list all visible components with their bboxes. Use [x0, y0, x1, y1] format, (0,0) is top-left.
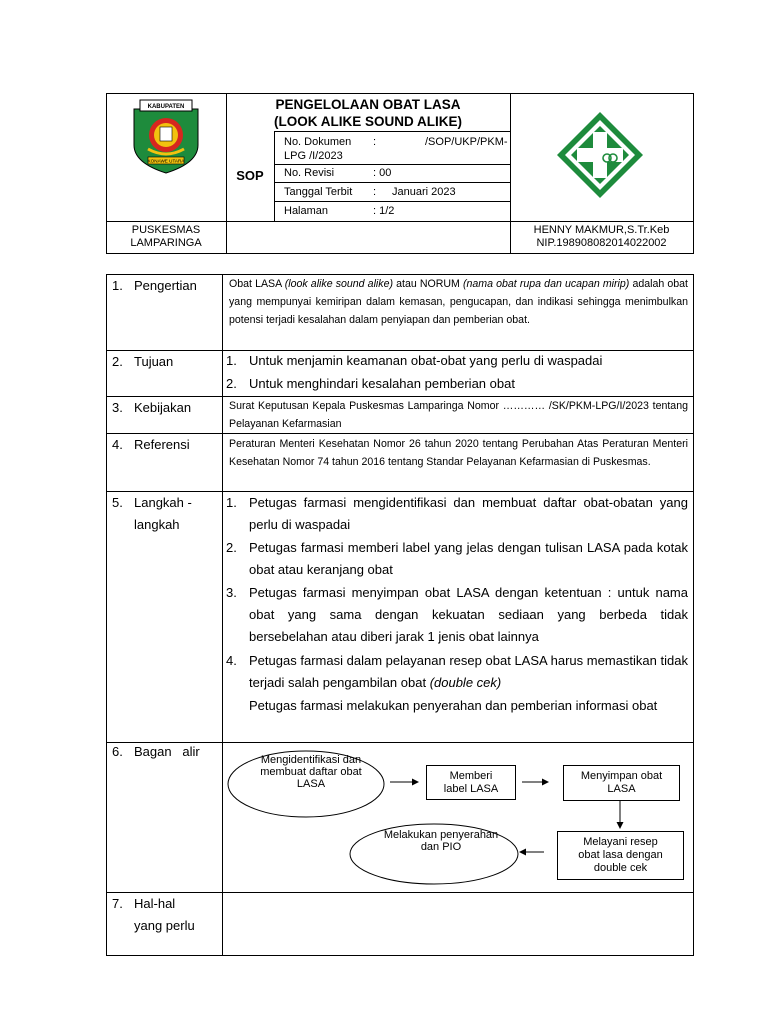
logo-ribbon-text: KONAWE UTARA	[147, 158, 185, 164]
kebijakan-text: Surat Keputusan Kepala Puskesmas Lamparinga Nomor ………… /SK/PKM-LPG/I/2023 tentang Pelayanan Kefarmasian	[229, 400, 688, 430]
revision-value: : 00	[373, 167, 392, 179]
flow-step-5-text	[366, 829, 516, 853]
sop-label: SOP	[236, 168, 264, 183]
langkah-item-3: Petugas farmasi menyimpan obat LASA dengan ketentuan : untuk nama obat yang sama dengan kekuatan sediaan yang berbeda tidak bersebelahan atau diberi jarak 1 jenis obat lainnya	[249, 585, 688, 644]
referensi-text: Peraturan Menteri Kesehatan Nomor 26 tahun 2020 tentang Perubahan Atas Peraturan Menteri Kesehatan Nomor 74 tahun 2016 tentang Standar Pelayanan Kefarmasian di Puskesmas.	[229, 438, 688, 468]
section-number-4: 4.	[112, 437, 123, 452]
pengertian-text-5: adalah obat yang mempunyai kemiripan dalam kemasan, pengucapan, dan indikasi sehingga menimbulkan potensi terjadi kesalahan dalam penyiapan dan pemberian obat.	[229, 278, 689, 326]
flow-step-1-line-1: Mengidentifikasi dan	[260, 754, 362, 766]
doc-no-label: No. Dokumen	[284, 136, 352, 148]
flow-step-4-line-1: Melayani resep	[583, 836, 658, 848]
page-label: Halaman	[284, 205, 329, 217]
section-label-kebijakan: Kebijakan	[134, 400, 192, 415]
section-number-7: 7.	[112, 896, 123, 911]
section-label-referensi: Referensi	[134, 437, 190, 452]
doc-no-value-2: LPG /I/2023	[284, 150, 343, 162]
pengertian-text	[229, 275, 688, 329]
section-label-tujuan: Tujuan	[134, 354, 174, 369]
flow-step-1-line-3: LASA	[296, 778, 326, 790]
puskesmas-logo	[555, 110, 645, 200]
langkah-item-4-num: 4.	[226, 653, 237, 668]
tujuan-item-1-num: 1.	[226, 353, 237, 368]
flow-step-3	[563, 765, 680, 801]
section-number-6: 6.	[112, 744, 123, 759]
pengertian-text-3: atau NORUM	[393, 278, 463, 290]
flow-step-1-line-2: membuat daftar obat	[260, 766, 362, 778]
section-number-1: 1.	[112, 278, 123, 293]
langkah-extra: Petugas farmasi melakukan penyerahan dan pemberian informasi obat	[249, 698, 658, 713]
doc-no-colon: :	[373, 136, 377, 148]
flow-step-4-line-3: double cek	[593, 862, 648, 874]
section-label-pengertian: Pengertian	[134, 278, 197, 293]
section-number-5: 5.	[112, 495, 123, 510]
pengertian-text-2: (look alike sound alike)	[284, 278, 393, 290]
org-line-1: PUSKESMAS	[131, 224, 201, 236]
signer-block	[510, 224, 693, 250]
tujuan-item-2-num: 2.	[226, 376, 237, 391]
signer-name: HENNY MAKMUR,S.Tr.Keb	[533, 224, 670, 236]
flow-step-2-line-1: Memberi	[449, 769, 493, 782]
title-line-2: (LOOK ALIKE SOUND ALIKE)	[274, 114, 462, 129]
section-number-3: 3.	[112, 400, 123, 415]
doc-no-value: /SOP/UKP/PKM-	[425, 136, 508, 148]
flow-step-1-text	[246, 754, 376, 790]
regency-logo	[126, 97, 206, 177]
page-value: : 1/2	[373, 205, 395, 217]
tujuan-item-1: Untuk menjamin keamanan obat-obat yang perlu di waspadai	[249, 353, 603, 368]
organization-name	[106, 224, 226, 250]
org-line-2: LAMPARINGA	[130, 237, 202, 249]
langkah-item-3-num: 3.	[226, 585, 237, 600]
pengertian-text-4: (nama obat rupa dan ucapan mirip)	[462, 278, 630, 290]
langkah-item-4	[249, 650, 688, 694]
tujuan-item-2: Untuk menghindari kesalahan pemberian obat	[249, 376, 515, 391]
issued-label: Tanggal Terbit	[284, 186, 353, 198]
langkah-item-2: Petugas farmasi memberi label yang jelas dengan tulisan LASA pada kotak obat atau keranjang obat	[249, 540, 688, 577]
pengertian-text-1: Obat LASA	[229, 278, 285, 290]
flow-step-5-line-1: Melakukan penyerahan	[383, 829, 499, 841]
flow-step-5-line-2: dan PIO	[420, 841, 462, 853]
section-label-langkah-1: Langkah -	[134, 495, 192, 510]
langkah-item-1: Petugas farmasi mengidentifikasi dan membuat daftar obat-obatan yang perlu di waspadai	[249, 495, 688, 532]
flow-step-4	[557, 831, 684, 880]
langkah-item-4-italic: (double cek)	[429, 675, 502, 690]
section-label-bagan: Bagan alir	[134, 744, 200, 759]
flow-step-3-line-2: LASA	[607, 783, 636, 795]
flow-step-4-line-2: obat lasa dengan	[578, 849, 663, 861]
flow-step-2-line-2: label LASA	[443, 782, 499, 795]
title-line-1: PENGELOLAAN OBAT LASA	[275, 97, 461, 112]
section-label-halhal-2: yang perlu	[134, 918, 195, 933]
langkah-item-2-num: 2.	[226, 540, 237, 555]
section-label-langkah-2: langkah	[134, 517, 180, 532]
flow-step-3-line-1: Menyimpan obat	[580, 770, 663, 782]
signer-nip: NIP.198908082014022002	[536, 237, 667, 249]
document-title	[226, 96, 510, 130]
section-number-2: 2.	[112, 354, 123, 369]
langkah-item-4-text: Petugas farmasi dalam pelayanan resep obat LASA harus memastikan tidak terjadi salah pengambilan obat	[249, 653, 688, 690]
logo-top-text: KABUPATEN	[147, 104, 185, 110]
issued-value: Januari 2023	[392, 186, 456, 198]
section-label-halhal-1: Hal-hal	[134, 896, 176, 911]
langkah-item-1-num: 1.	[226, 495, 237, 510]
flow-step-2	[426, 765, 516, 800]
revision-label: No. Revisi	[284, 167, 335, 179]
issued-colon: :	[373, 186, 377, 198]
